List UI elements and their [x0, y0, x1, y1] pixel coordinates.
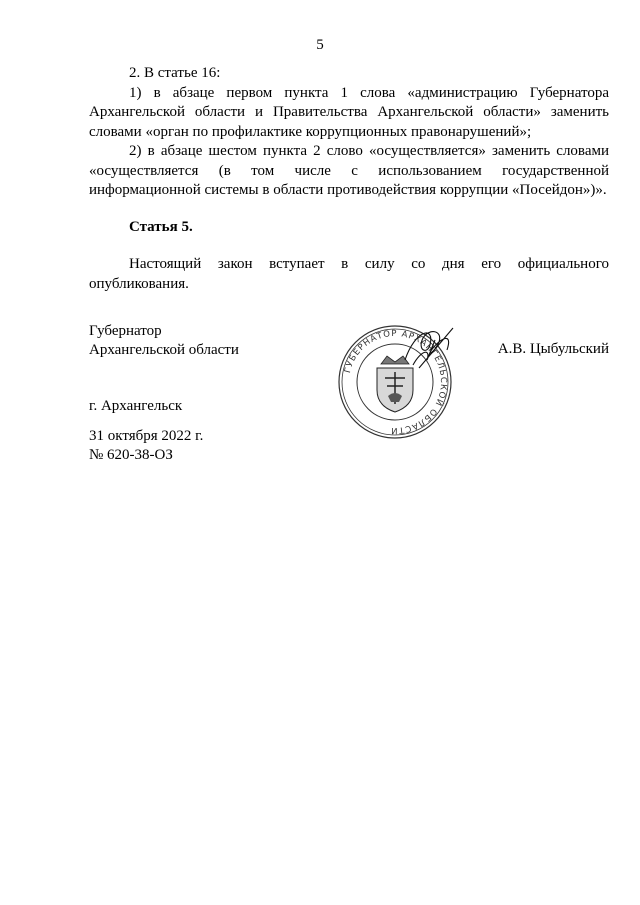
signatory-title-line1: Губернатор [89, 323, 162, 339]
paragraph-article-5: Настоящий закон вступает в силу со дня его официального опубликования. [89, 256, 609, 292]
paragraph-article-16: 2. В статье 16: [129, 65, 221, 81]
date-and-number [89, 427, 203, 465]
signatory-name: А.В. Цыбульский [497, 341, 609, 357]
article-body [89, 255, 609, 294]
law-number: № 620-38-ОЗ [89, 447, 173, 463]
page-number: 5 [316, 37, 324, 53]
official-seal-icon [335, 320, 455, 445]
signatory-title-line2: Архангельской области [89, 342, 239, 358]
article-heading: Статья 5. [129, 219, 193, 235]
amendment-block [89, 64, 609, 201]
signatory-title [89, 322, 239, 360]
signing-date: 31 октября 2022 г. [89, 428, 204, 444]
signing-city: г. Архангельск [89, 398, 183, 414]
paragraph-item-2: 2) в абзаце шестом пункта 2 слово «осуществляется» заменить словами «осуществляется (в том числе с использованием государственной информационной системы в области противодействия коррупции «Посейдон»)». [89, 143, 609, 198]
paragraph-item-1: 1) в абзаце первом пункта 1 слова «администрацию Губернатора Архангельской области и Правительства Архангельской области» заменить словами «орган по профилактике коррупционных правонарушений»; [89, 84, 609, 140]
svg-text:ГУБЕРНАТОР АРХАНГЕЛЬСКОЙ ОБЛАС: ГУБЕРНАТОР АРХАНГЕЛЬСКОЙ ОБЛАСТИ [342, 328, 449, 436]
